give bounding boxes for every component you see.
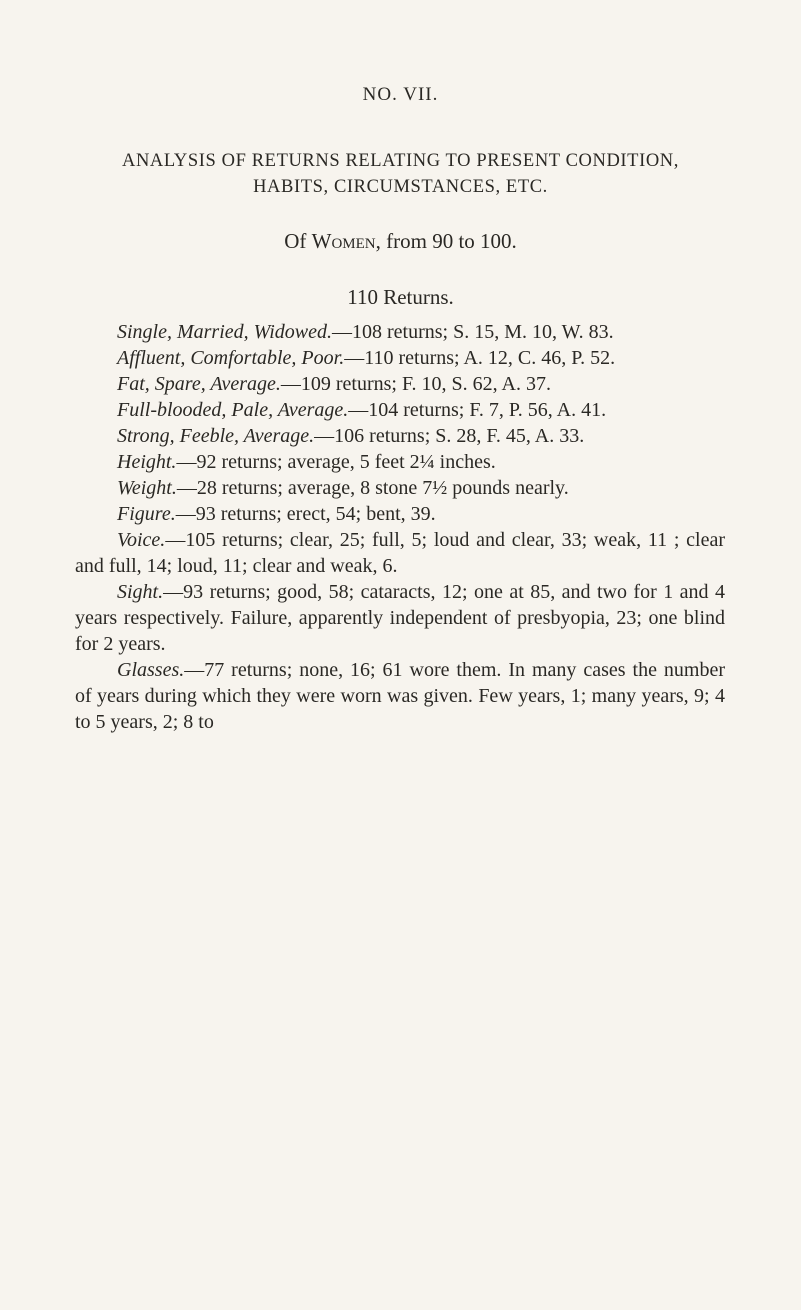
subtitle-women: Women	[311, 229, 376, 253]
paragraph-label: Strong, Feeble, Average.	[117, 425, 315, 447]
paragraph-body: —106 returns; S. 28, F. 45, A. 33.	[314, 425, 585, 447]
paragraph-build	[75, 371, 725, 397]
heading-line-1: ANALYSIS OF RETURNS RELATING TO PRESENT CONDITION,	[122, 151, 679, 171]
paragraph-circumstances	[75, 345, 725, 371]
paragraph-body: —93 returns; good, 58; cataracts, 12; one at 85, and two for 1 and 4 years respectively. Failure, apparently independent of presbyopia, 23; one blind for 2 years.	[75, 581, 725, 655]
heading-line-2: HABITS, CIRCUMSTANCES, ETC.	[253, 177, 548, 197]
paragraph-strength	[75, 423, 725, 449]
document-heading	[0, 148, 801, 200]
subtitle	[0, 229, 801, 254]
paragraph-body: —77 returns; none, 16; 61 wore them. In many cases the number of years during which they were worn was given. Few years, 1; many years, 9; 4 to 5 years, 2; 8 to	[75, 659, 725, 733]
paragraph-body: —104 returns; F. 7, P. 56, A. 41.	[348, 399, 607, 421]
paragraph-body: —28 returns; average, 8 stone 7½ pounds nearly.	[176, 477, 569, 499]
paragraph-label: Height.	[117, 451, 177, 473]
paragraph-complexion	[75, 397, 725, 423]
paragraph-marital	[75, 319, 725, 345]
subtitle-suffix: , from 90 to 100.	[375, 229, 517, 253]
paragraph-label: Full-blooded, Pale, Average.	[117, 399, 349, 421]
paragraph-voice	[75, 527, 725, 579]
paragraph-label: Affluent, Comfortable, Poor.	[117, 347, 345, 369]
paragraph-label: Single, Married, Widowed.	[117, 321, 332, 343]
paragraph-label: Voice.	[117, 529, 166, 551]
subtitle-prefix: Of	[284, 229, 312, 253]
paragraph-body: —105 returns; clear, 25; full, 5; loud and clear, 33; weak, 11 ; clear and full, 14; loud, 11; clear and weak, 6.	[75, 529, 725, 577]
returns-count: 110 Returns.	[347, 285, 454, 309]
paragraph-sight	[75, 579, 725, 657]
paragraph-body: —93 returns; erect, 54; bent, 39.	[175, 503, 436, 525]
paragraph-label: Fat, Spare, Average.	[117, 373, 281, 395]
paragraph-label: Glasses.	[117, 659, 185, 681]
paragraph-body: —92 returns; average, 5 feet 2¼ inches.	[176, 451, 496, 473]
paragraph-label: Figure.	[117, 503, 176, 525]
paragraph-height	[75, 449, 725, 475]
paragraph-body: —108 returns; S. 15, M. 10, W. 83.	[331, 321, 614, 343]
paragraph-figure	[75, 501, 725, 527]
paragraph-label: Sight.	[117, 581, 164, 603]
paragraph-body: —110 returns; A. 12, C. 46, P. 52.	[344, 347, 616, 369]
body-text	[75, 319, 725, 735]
paragraph-label: Weight.	[117, 477, 177, 499]
paragraph-weight	[75, 475, 725, 501]
paragraph-glasses	[75, 657, 725, 735]
paragraph-body: —109 returns; F. 10, S. 62, A. 37.	[280, 373, 551, 395]
document-number: NO. VII.	[362, 84, 439, 105]
